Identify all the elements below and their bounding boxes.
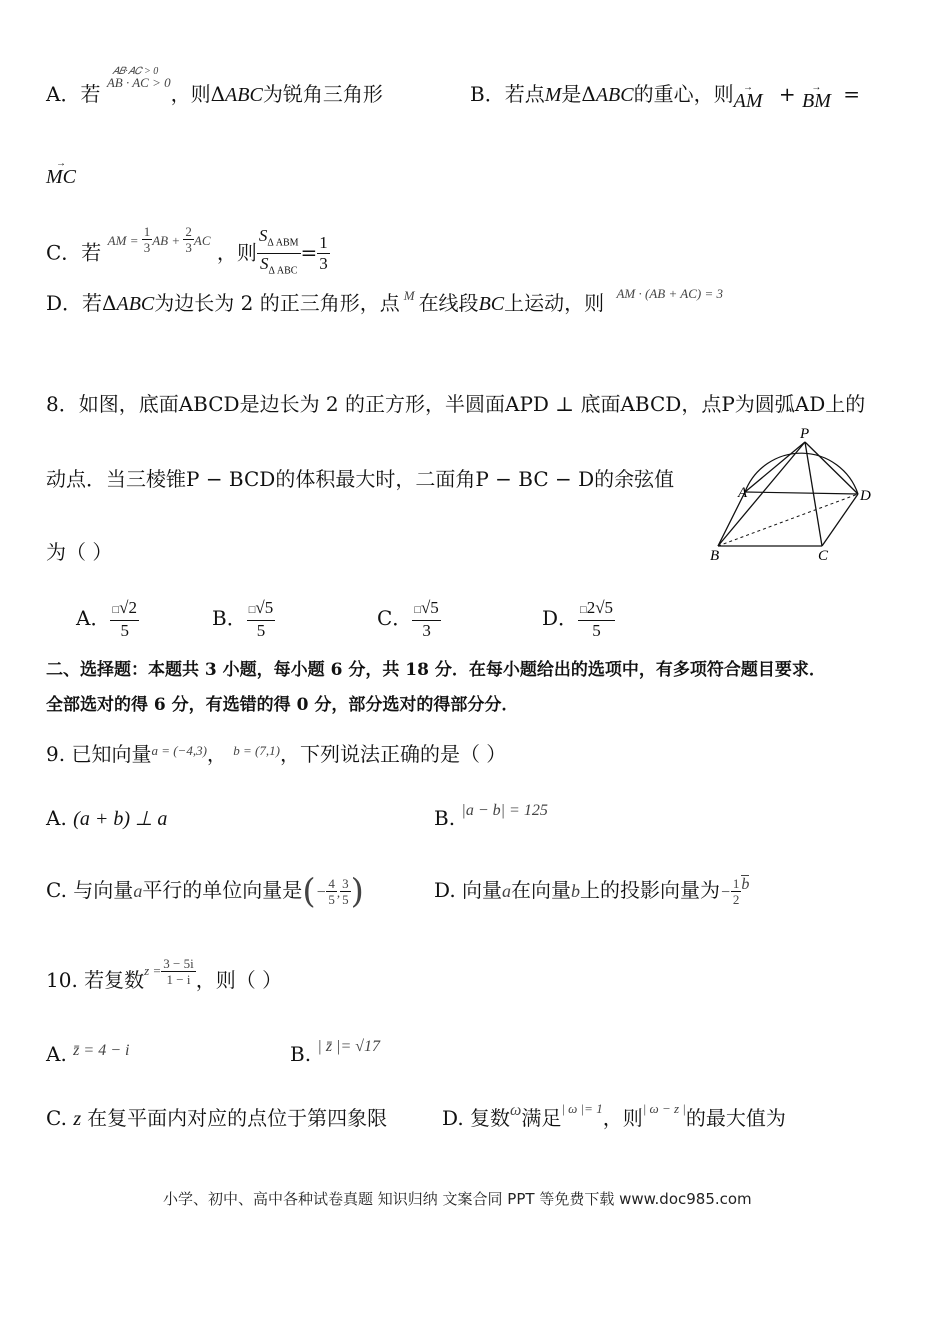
q10-option-b: B. $^{| z̄ |= √17}$ (290, 1038, 381, 1066)
q10-stem: 10. 若复数$^{z =}$ $\frac{3 - 5i}{1 - i}$ ，则（ ） (46, 956, 283, 992)
label-b: B (710, 548, 720, 564)
q7-c-formula: AM = $\frac{1}{3}$ AB + $\frac{2}{3}$ AC (107, 224, 211, 256)
q8-pyramid-figure (700, 422, 880, 567)
q7-option-a: A．若 $^{AB \cdot AC > 0}$，则ΔABC为锐角三角形 (46, 75, 383, 106)
vector-mc: → MC (46, 163, 76, 191)
q9-option-a: A. (a + b) ⊥ a (46, 806, 168, 830)
q7-option-b: B．若点M是ΔABC的重心，则→ AM + → BM = (470, 80, 860, 109)
q8-option-b: B． $\frac{□√5}{5}$ (212, 598, 274, 640)
q9-option-c: C. 与向量a平行的单位向量是(− $\frac{4}{5}$ , $\frac{3}{5}$ ) (46, 871, 364, 912)
q7-a-condition: AB · AC > 0 (106, 75, 171, 90)
q9-stem: 9. 已知向量$^{a = (-4,3)}$， $^{b = (7,1)}$，下列说法正确的是（ ） (46, 742, 507, 766)
label-d: D (860, 488, 871, 504)
vector-am: → AM (734, 87, 763, 115)
vector-a-def: a = (−4,3) (151, 743, 207, 758)
q8-option-a: A． $\frac{□√2}{5}$ (76, 598, 137, 640)
section2-instructions-line2: 全部选对的得 6 分，有选错的得 0 分，部分选对的得部分分． (46, 695, 519, 715)
q8-stem-line1: 8．如图，底面ABCD是边长为 2 的正方形，半圆面APD ⊥ 底面ABCD，点P为圆弧AD上的 (46, 392, 866, 416)
label-c: C (818, 548, 829, 564)
q9-option-d: D. 向量a在向量b上的投影向量为− $\frac{1}{2}$ $^b$ (434, 876, 750, 907)
semicircle-arc (745, 453, 858, 494)
label-p: P (800, 426, 810, 442)
q7-a-condition-top: 𝐴𝐵·𝐴𝐶 > 0 (112, 66, 159, 77)
vector-bm: → BM (802, 87, 831, 115)
label-a: A (738, 485, 748, 501)
q7-option-b-cont (46, 162, 76, 191)
area-ratio: $\frac{S_{\Delta ABM}}{S_{\Delta ABC}}$ (258, 226, 299, 277)
q9-option-b: B. $^{|a - b| = 125}$ (434, 802, 548, 830)
q8-stem-line3: 为（ ） (46, 540, 113, 564)
q7-option-c: C．若 AM = $\frac{1}{3}$ AB + $\frac{2}{3}$ AC ，则 $\frac{S_{\Delta ABM}}{S_{\Delta ABC}}$ = $\frac{1}{3}$ (46, 226, 330, 282)
vector-b-def: b = (7,1) (233, 743, 280, 758)
section2-instructions-line1: 二、选择题：本题共 3 小题，每小题 6 分，共 18 分．在每小题给出的选项中，有多项符合题目要求． (46, 660, 826, 680)
q7-option-d: D．若ΔABC为边长为 2 的正三角形，点 $^M$ 在线段BC上运动，则 $^{AM \cdot (AB + AC) = 3}$ (46, 286, 723, 315)
q10-option-d: D. 复数$^\omega$满足$^{| \omega |= 1}$，则$^{| \omega - z |}$的最大值为 (442, 1101, 786, 1130)
q10-option-a: A. $^{z̄ = 4 - i}$ (46, 1042, 130, 1066)
q8-option-d: D． $\frac{□2√5}{5}$ (542, 598, 614, 640)
q7-d-formula: AM · (AB + AC) = 3 (616, 286, 723, 301)
page-footer: 小学、初中、高中各种试卷真题 知识归纳 文案合同 PPT 等免费下载 www.doc985.com (163, 1190, 752, 1208)
q10-option-c: C. z 在复平面内对应的点位于第四象限 (46, 1106, 388, 1130)
q8-stem-line2: 动点．当三棱锥P − BCD的体积最大时，二面角P − BC − D的余弦值 (46, 467, 675, 491)
q8-option-c: C． $\frac{□√5}{3}$ (377, 598, 439, 640)
